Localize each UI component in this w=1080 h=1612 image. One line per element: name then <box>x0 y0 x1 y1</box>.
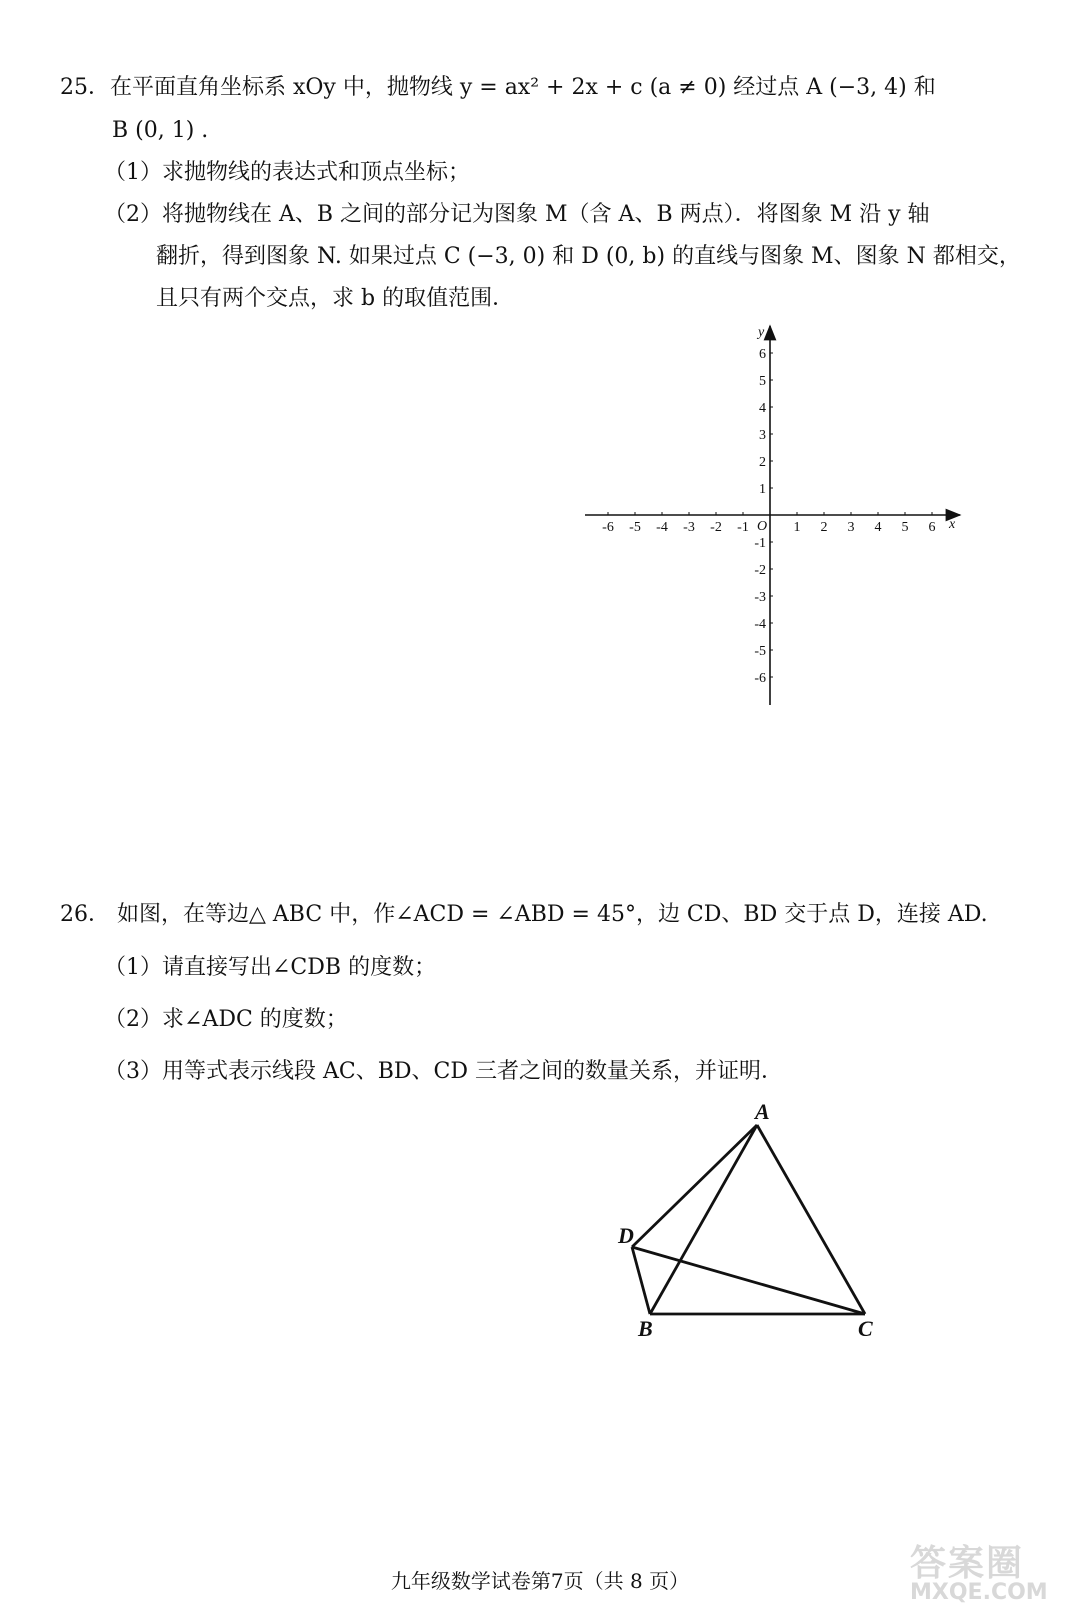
x-tick-label: 2 <box>820 520 828 535</box>
q25-part2-line1: （2）将抛物线在 A、B 之间的部分记为图象 M（含 A、B 两点）．将图象 M 沿 y 轴 <box>104 202 930 227</box>
q25-part2-line3: 且只有两个交点，求 b 的取值范围． <box>156 286 515 311</box>
vertex-B-label: B <box>638 1316 653 1341</box>
x-tick-label: 4 <box>874 520 882 535</box>
x-tick-label: -6 <box>602 520 614 535</box>
segment-AC <box>757 1125 865 1314</box>
segment-AB <box>650 1125 757 1314</box>
y-tick-label: -5 <box>754 644 766 659</box>
y-tick-label: 6 <box>759 347 766 362</box>
page-footer: 九年级数学试卷第7页（共 8 页） <box>390 1569 690 1593</box>
x-tick-label: -1 <box>737 520 749 535</box>
x-tick-label: 3 <box>847 520 855 535</box>
q26-part1: （1）请直接写出∠CDB 的度数； <box>104 955 437 980</box>
y-tick-label: -3 <box>754 590 766 605</box>
x-tick-label: -4 <box>656 520 668 535</box>
vertex-D-label: D <box>618 1223 634 1248</box>
q26-stem: 26． 如图，在等边△ ABC 中，作∠ACD = ∠ABD = 45°，边 CD、BD 交于点 D，连接 AD. <box>60 902 988 927</box>
origin-label: O <box>757 519 768 534</box>
x-tick-label: 1 <box>793 520 801 535</box>
y-tick-label: 5 <box>759 374 766 389</box>
watermark-text-2: MXQE.COM <box>910 1580 1048 1605</box>
y-tick-label: -4 <box>754 617 766 632</box>
watermark-text-1: 答案圈 <box>910 1543 1025 1584</box>
y-tick-label: 2 <box>759 455 766 470</box>
x-axis-label: x <box>949 517 956 532</box>
q26-part2: （2）求∠ADC 的度数； <box>104 1007 348 1032</box>
segment-DC <box>632 1247 865 1314</box>
y-tick-label: 1 <box>759 482 766 497</box>
vertex-A-label: A <box>755 1099 770 1124</box>
segment-DB <box>632 1247 650 1314</box>
y-tick-label: -6 <box>754 671 766 686</box>
y-tick-label: -1 <box>754 536 766 551</box>
x-tick-label: -3 <box>683 520 695 535</box>
q25-stem-line2: B (0, 1) . <box>112 118 209 143</box>
x-tick-label: 6 <box>928 520 936 535</box>
x-tick-label: -2 <box>710 520 722 535</box>
segment-AD <box>632 1125 757 1247</box>
y-tick-label: 4 <box>759 401 766 416</box>
y-axis-label: y <box>758 325 765 340</box>
triangle-figure <box>600 1095 900 1355</box>
y-tick-label: -2 <box>754 563 766 578</box>
x-tick-label: 5 <box>901 520 909 535</box>
q25-stem-line1: 25．在平面直角坐标系 xOy 中，抛物线 y = ax² + 2x + c (a ≠ 0) 经过点 A (−3, 4) 和 <box>60 75 936 100</box>
coordinate-grid <box>575 320 975 710</box>
y-tick-label: 3 <box>759 428 766 443</box>
q26-part3: （3）用等式表示线段 AC、BD、CD 三者之间的数量关系，并证明． <box>104 1059 783 1084</box>
vertex-C-label: C <box>858 1316 873 1341</box>
q25-part2-line2: 翻折，得到图象 N. 如果过点 C (−3, 0) 和 D (0, b) 的直线与图象 M、图象 N 都相交， <box>156 244 1021 269</box>
watermark-logo <box>910 1535 1070 1605</box>
x-tick-label: -5 <box>629 520 641 535</box>
q25-part1: （1）求抛物线的表达式和顶点坐标； <box>104 160 470 185</box>
